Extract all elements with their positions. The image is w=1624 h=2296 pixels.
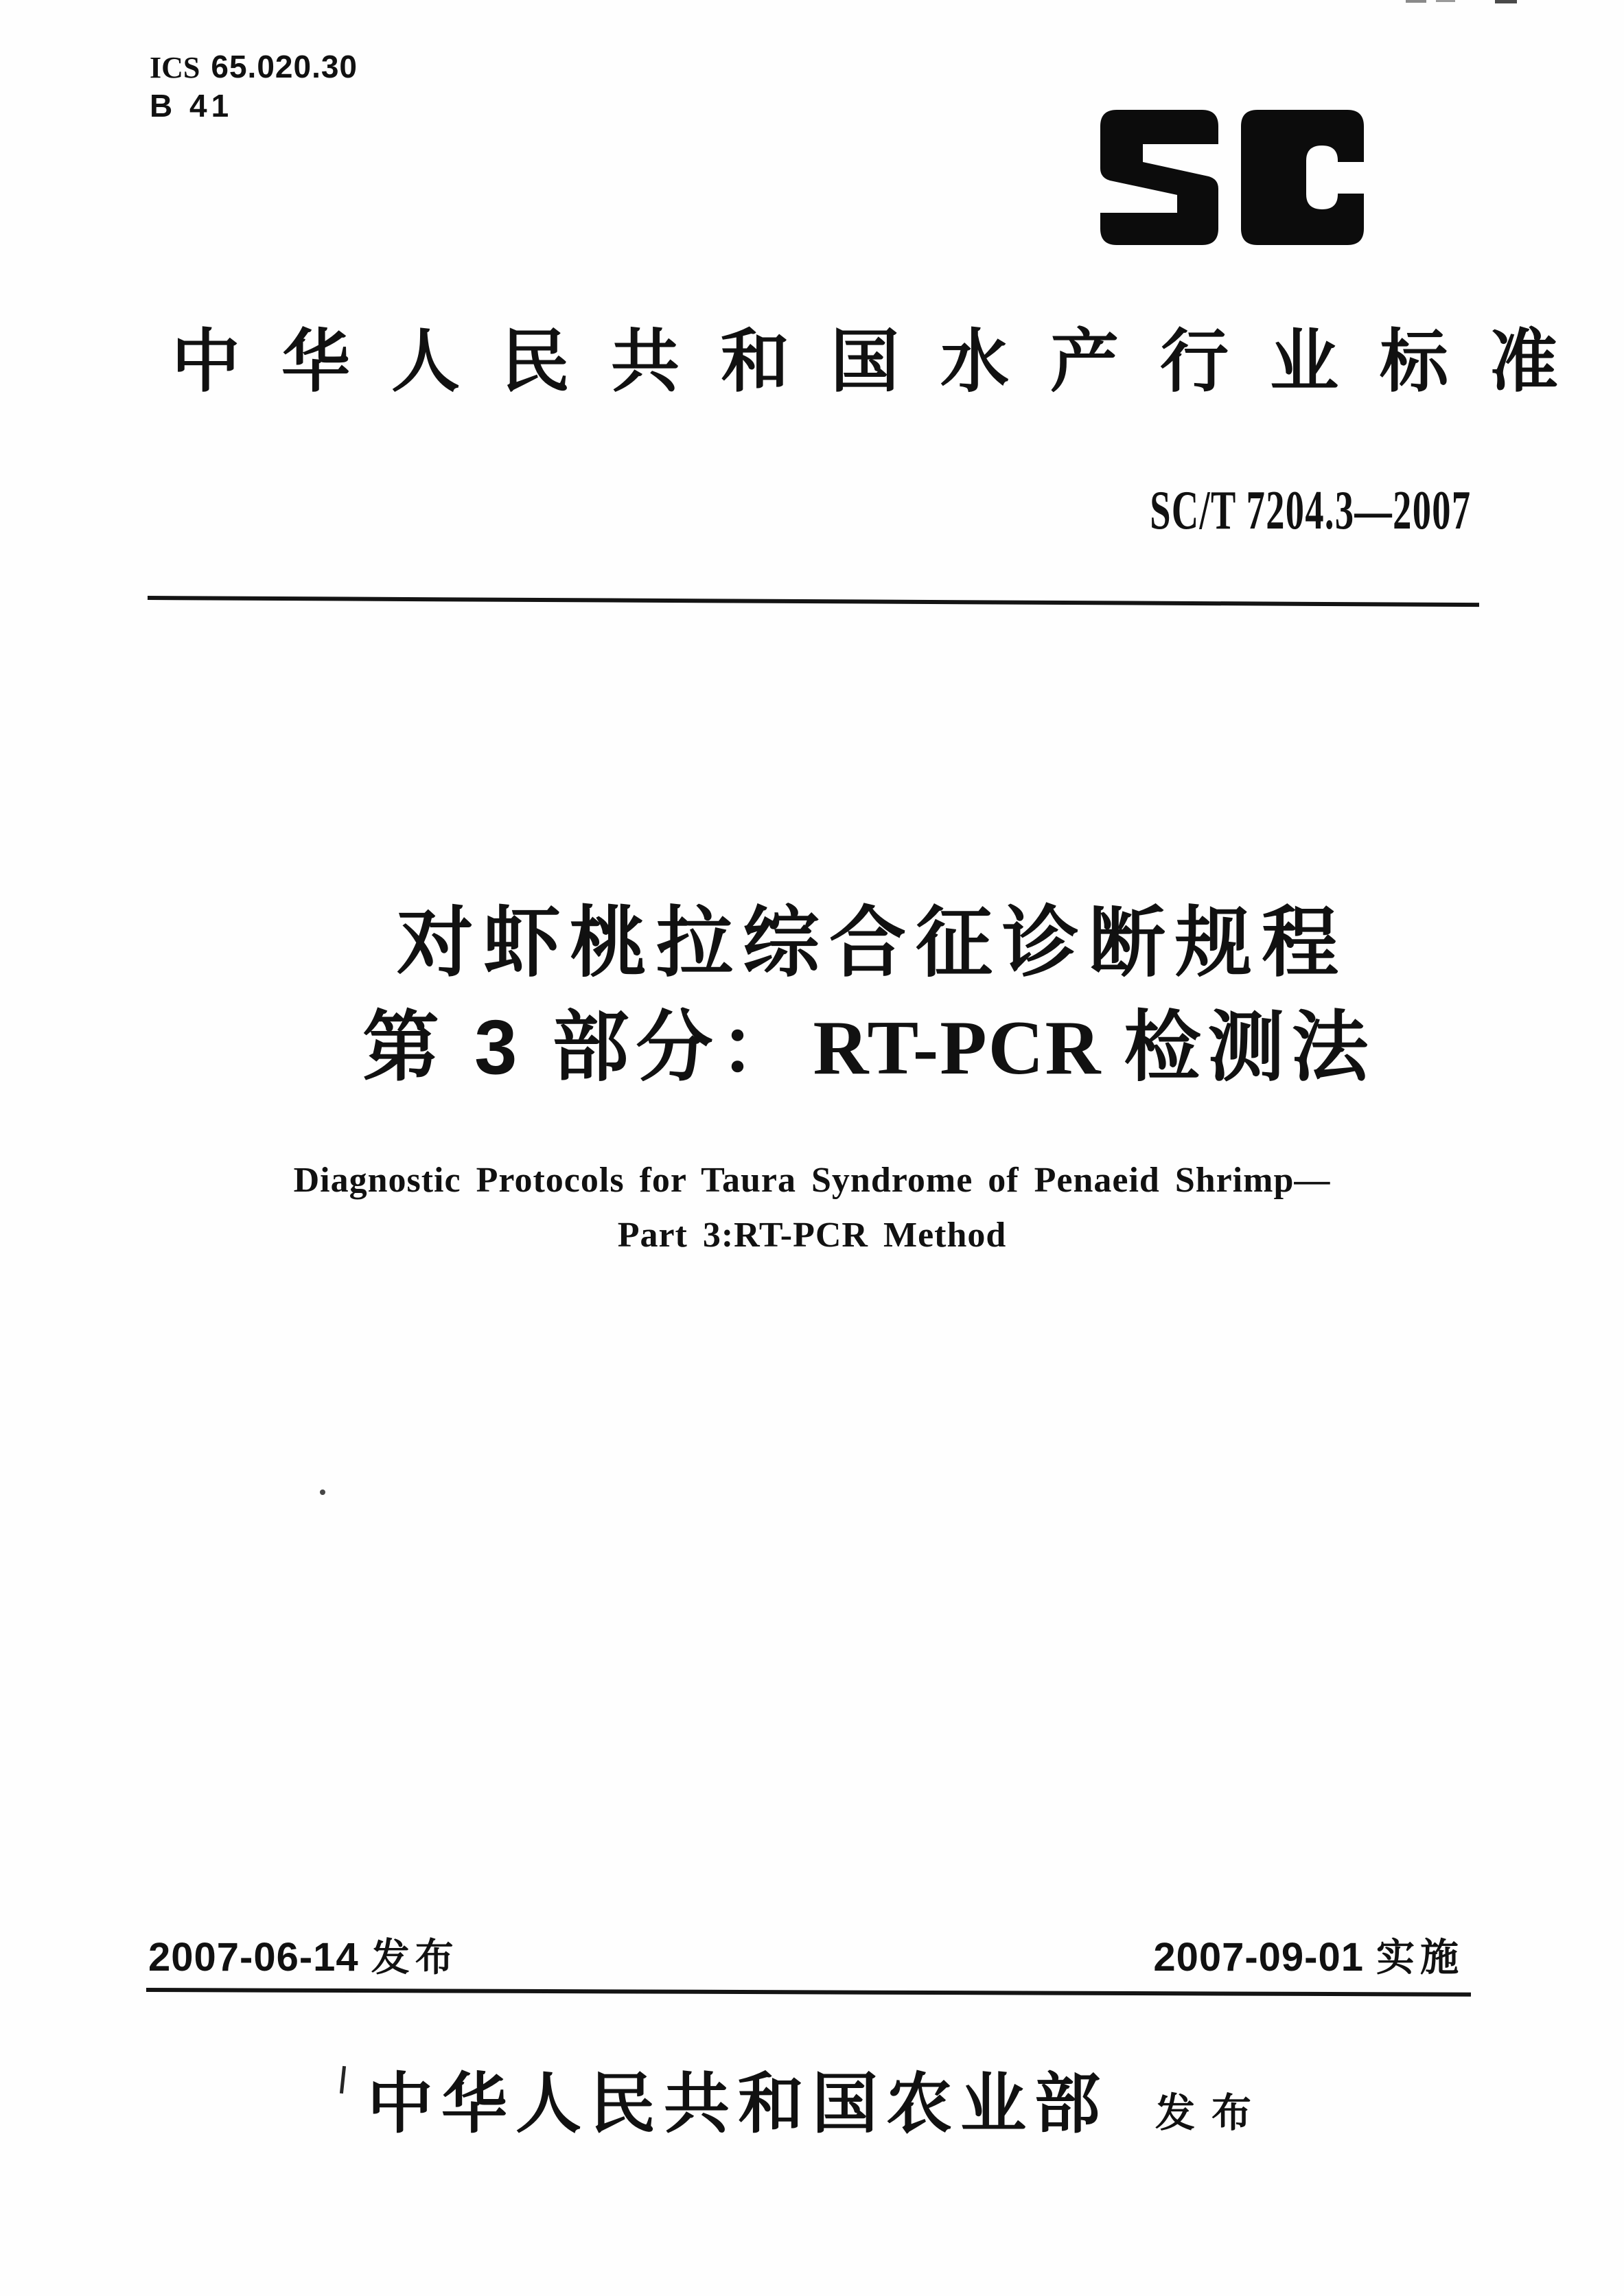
title-cn-line1: 对虾桃拉综合征诊断规程 <box>397 900 1348 986</box>
scan-tick-mark <box>340 2066 346 2094</box>
standard-number: SC/T 7204.3—2007 <box>1149 480 1471 541</box>
title-cn-line2-prefix: 第 3 部分： <box>362 1004 804 1090</box>
title-cn-line2-latin: RT-PCR <box>813 1006 1102 1091</box>
footer-divider-rule <box>146 1988 1471 1997</box>
sc-logo-glyphs <box>1100 110 1364 245</box>
publish-label: 发布 <box>1155 2091 1268 2135</box>
publisher-name: 中华人民共和国农业部 <box>367 2067 1109 2141</box>
issue-date-label: 发布 <box>371 1936 459 1979</box>
scan-edge-dash <box>1436 0 1455 2</box>
title-en-line1: Diagnostic Protocols for Taura Syndrome of Penaeid Shrimp— <box>293 1161 1331 1200</box>
ics-line <box>150 51 358 83</box>
publisher-line <box>367 2067 1268 2141</box>
title-en-line2: Part 3:RT-PCR Method <box>617 1216 1007 1255</box>
ics-code: 65.020.30 <box>211 49 358 84</box>
doc-class-code: B 41 <box>150 88 233 124</box>
masthead-divider-rule <box>148 596 1479 607</box>
implementation-date-label: 实施 <box>1376 1936 1464 1979</box>
scan-speck <box>320 1489 325 1495</box>
implementation-date-line <box>1153 1935 1464 1980</box>
title-cn-line2-suffix: 检测法 <box>1124 1004 1376 1090</box>
implementation-date: 2007-09-01 <box>1153 1935 1364 1980</box>
issue-date-line <box>148 1935 459 1980</box>
issue-date: 2007-06-14 <box>148 1935 359 1980</box>
standard-category-title: 中华人民共和国水产行业标准 <box>172 323 1599 400</box>
title-cn-line2 <box>362 1004 1376 1091</box>
sc-logo <box>1100 110 1364 245</box>
ics-label: ICS <box>150 51 200 84</box>
ics-block <box>150 49 358 124</box>
scan-edge-dash <box>1495 0 1517 3</box>
scan-edge-dash <box>1406 0 1426 3</box>
